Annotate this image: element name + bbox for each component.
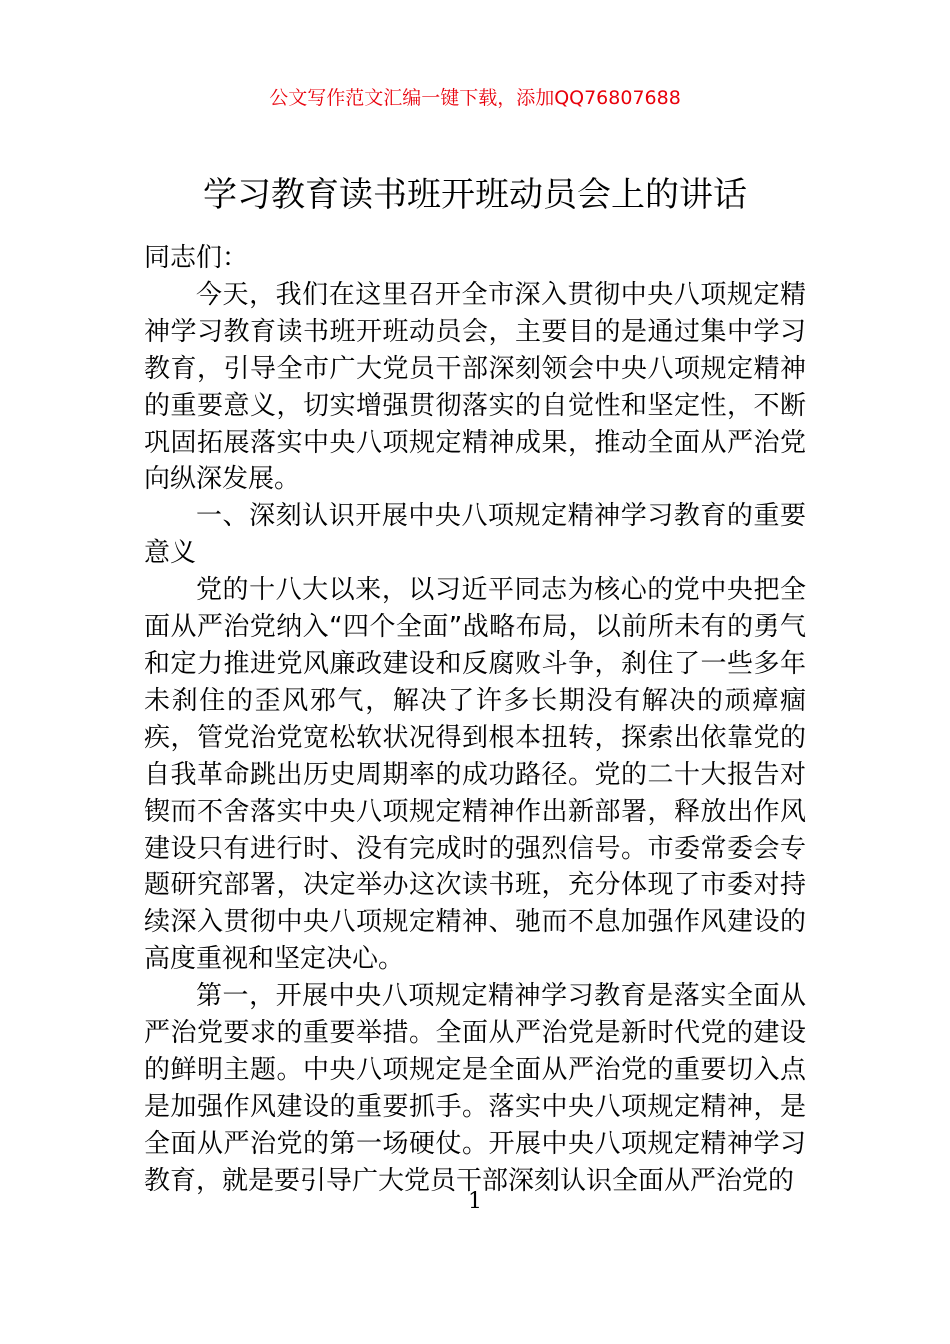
paragraph-intro: 今天，我们在这里召开全市深入贯彻中央八项规定精神学习教育读书班开班动员会，主要目的是通过集中学习教育，引导全市广大党员干部深刻领会中央八项规定精神的重要意义，切实增强贯彻落实的自觉性和坚定性，不断巩固拓展落实中央八项规定精神成果，推动全面从严治党向纵深发展。: [144, 279, 806, 495]
page-number: 1: [468, 1189, 482, 1214]
download-notice: 公文写作范文汇编一键下载，添加QQ76807688: [269, 87, 681, 109]
paragraph-background: 党的十八大以来，以习近平同志为核心的党中央把全面从严治党纳入“四个全面”战略布局，以前所未有的勇气和定力推进党风廉政建设和反腐败斗争，刹住了一些多年未刹住的歪风邪气，解决了许多长期没有解决的顽瘴痼疾，管党治党宽松软状况得到根本扭转，探索出依靠党的自我革命跳出历史周期率的成功路径。党的二十大报告对锲而不舍落实中央八项规定精神作出新部署，释放出作风建设只有进行时、没有完成时的强烈信号。市委常委会专题研究部署，决定举办这次读书班，充分体现了市委对持续深入贯彻中央八项规定精神、驰而不息加强作风建设的高度重视和坚定决心。: [144, 575, 806, 975]
document-title: 学习教育读书班开班动员会上的讲话: [203, 175, 747, 215]
section-heading: 一、深刻认识开展中央八项规定精神学习教育的重要意义: [144, 501, 806, 569]
paragraph-first-point: 第一，开展中央八项规定精神学习教育是落实全面从严治党要求的重要举措。全面从严治党是新时代党的建设的鲜明主题。中央八项规定是全面从严治党的重要切入点是加强作风建设的重要抓手。落实中央八项规定精神，是全面从严治党的第一场硬仗。开展中央八项规定精神学习教育，就是要引导广大党员干部深刻认识全面从严治党的: [144, 981, 806, 1196]
document-body: [144, 240, 806, 1200]
salutation: 同志们：: [144, 243, 249, 273]
